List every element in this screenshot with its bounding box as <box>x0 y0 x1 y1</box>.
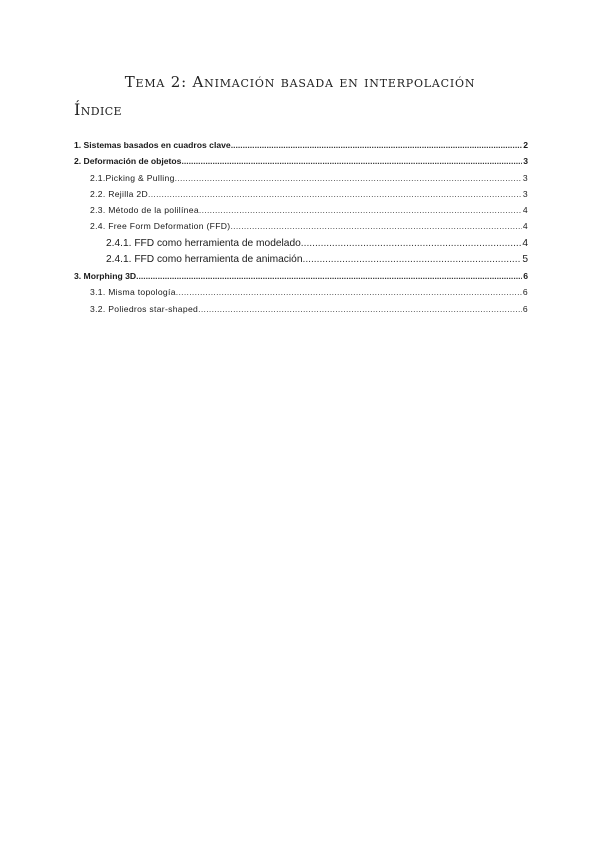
toc-entry-2[interactable] <box>74 156 528 172</box>
toc-entry-1[interactable] <box>74 140 528 156</box>
toc-entry-label: 2.3. Método de la polilínea <box>90 205 199 216</box>
toc-leader <box>301 238 522 249</box>
table-of-contents <box>74 140 528 320</box>
toc-entry-2-2[interactable] <box>74 189 528 205</box>
toc-entry-label: 1. Sistemas basados en cuadros clave <box>74 140 231 150</box>
document-title: Tema 2: Animación basada en interpolación <box>124 73 476 91</box>
toc-leader <box>181 156 522 166</box>
toc-leader <box>136 271 522 281</box>
toc-entry-2-3[interactable] <box>74 205 528 221</box>
toc-entry-label: 3.1. Misma topología <box>90 287 176 298</box>
toc-page-number: 5 <box>522 254 528 266</box>
toc-entry-2-4-1-animacion[interactable] <box>74 254 528 271</box>
toc-page-number: 3 <box>523 156 528 167</box>
toc-leader <box>176 287 522 297</box>
toc-page-number: 6 <box>522 287 528 298</box>
toc-entry-2-4-1-modelado[interactable] <box>74 238 528 255</box>
toc-entry-2-1[interactable] <box>74 173 528 189</box>
toc-entry-label: 2.1.Picking & Pulling <box>90 172 175 183</box>
toc-entry-label: 2.4. Free Form Deformation (FFD) <box>90 221 231 232</box>
toc-entry-label: 2.4.1. FFD como herramienta de animación <box>106 254 303 266</box>
toc-page-number: 6 <box>522 303 528 314</box>
toc-leader <box>148 189 522 199</box>
toc-entry-3-1[interactable] <box>74 287 528 303</box>
toc-entry-label: 3. Morphing 3D <box>74 270 137 281</box>
toc-entry-label: 2. Deformación de objetos <box>74 156 182 167</box>
toc-page-number: 3 <box>522 172 528 183</box>
toc-leader <box>199 205 522 215</box>
toc-entry-3-2[interactable] <box>74 304 528 320</box>
toc-leader <box>198 304 522 314</box>
toc-page-number: 6 <box>523 270 528 281</box>
toc-entry-label: 2.2. Rejilla 2D <box>90 188 148 199</box>
toc-entry-3[interactable] <box>74 271 528 287</box>
toc-entry-label: 2.4.1. FFD como herramienta de modelado <box>106 237 301 249</box>
toc-leader <box>230 221 521 231</box>
toc-leader <box>231 140 523 150</box>
toc-page-number: 3 <box>522 188 528 199</box>
toc-entry-label: 3.2. Poliedros star-shaped <box>90 303 199 314</box>
toc-entry-2-4[interactable] <box>74 221 528 237</box>
toc-leader <box>302 254 521 265</box>
toc-page-number: 4 <box>522 237 528 249</box>
toc-page-number: 4 <box>522 221 528 232</box>
toc-leader <box>175 173 522 183</box>
toc-page-number: 4 <box>522 205 528 216</box>
index-heading: Índice <box>74 100 122 119</box>
toc-page-number: 2 <box>523 140 528 150</box>
